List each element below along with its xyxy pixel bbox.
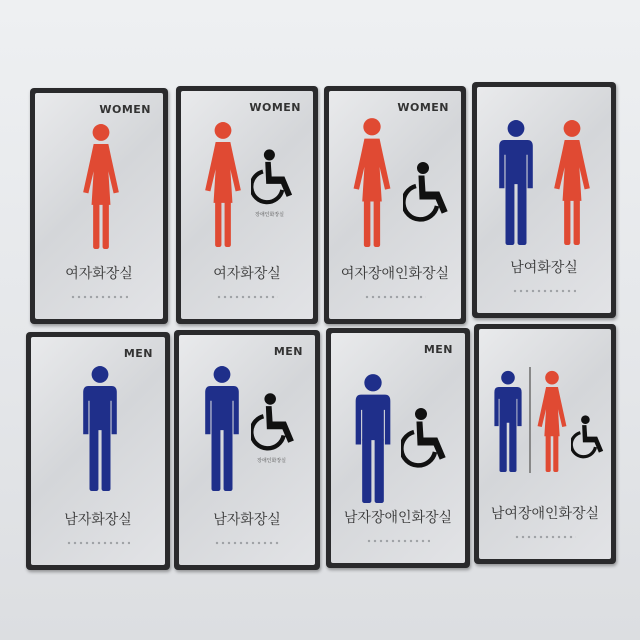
wheelchair-icon	[403, 161, 453, 223]
man-icon	[201, 365, 243, 491]
braille-dots	[512, 289, 576, 293]
sign-korean-label: 남자장애인화장실	[343, 510, 453, 526]
man-icon	[495, 119, 537, 245]
braille-dots	[364, 295, 426, 299]
woman-icon	[201, 121, 245, 247]
sign-women	[30, 88, 168, 324]
man-icon	[351, 373, 395, 503]
sign-men-accessible	[326, 328, 470, 568]
divider-line	[529, 367, 531, 473]
sign-english-label: WOMEN	[397, 101, 449, 114]
wheelchair-icon	[571, 415, 607, 459]
sign-korean-label: 여자화장실	[65, 266, 133, 282]
man-icon	[491, 369, 525, 473]
woman-icon	[551, 119, 593, 245]
woman-icon	[79, 123, 123, 249]
sign-english-label: MEN	[423, 343, 453, 356]
wheelchair-icon	[251, 393, 299, 451]
sign-unisex-accessible	[474, 324, 616, 564]
sign-women-accessible	[324, 86, 466, 324]
sign-english-label: WOMEN	[99, 103, 151, 116]
braille-dots	[366, 539, 430, 543]
braille-dots	[66, 541, 130, 545]
sign-korean-label: 남자화장실	[64, 512, 132, 528]
sign-korean-label: 여자화장실	[213, 266, 281, 282]
braille-dots	[216, 295, 278, 299]
woman-icon	[535, 369, 569, 473]
sign-note: 장애인화장실	[255, 212, 284, 218]
sign-english-label: MEN	[123, 347, 153, 360]
sign-korean-label: 남여장애인화장실	[490, 506, 600, 522]
braille-dots	[514, 535, 576, 539]
woman-icon	[349, 117, 395, 247]
braille-dots	[70, 295, 128, 299]
braille-dots	[214, 541, 280, 545]
sign-english-label: MEN	[273, 345, 303, 358]
wheelchair-icon	[251, 149, 297, 205]
sign-women-accessible	[176, 86, 318, 324]
sign-korean-label: 여자장애인화장실	[340, 266, 450, 282]
sign-korean-label: 남여화장실	[510, 260, 578, 276]
sign-men	[26, 332, 170, 570]
sign-english-label: WOMEN	[249, 101, 301, 114]
sign-korean-label: 남자화장실	[213, 512, 281, 528]
sign-note: 장애인화장실	[257, 458, 286, 464]
sign-unisex	[472, 82, 616, 318]
man-icon	[79, 365, 121, 491]
wheelchair-icon	[401, 407, 451, 469]
sign-men-accessible	[174, 330, 320, 570]
